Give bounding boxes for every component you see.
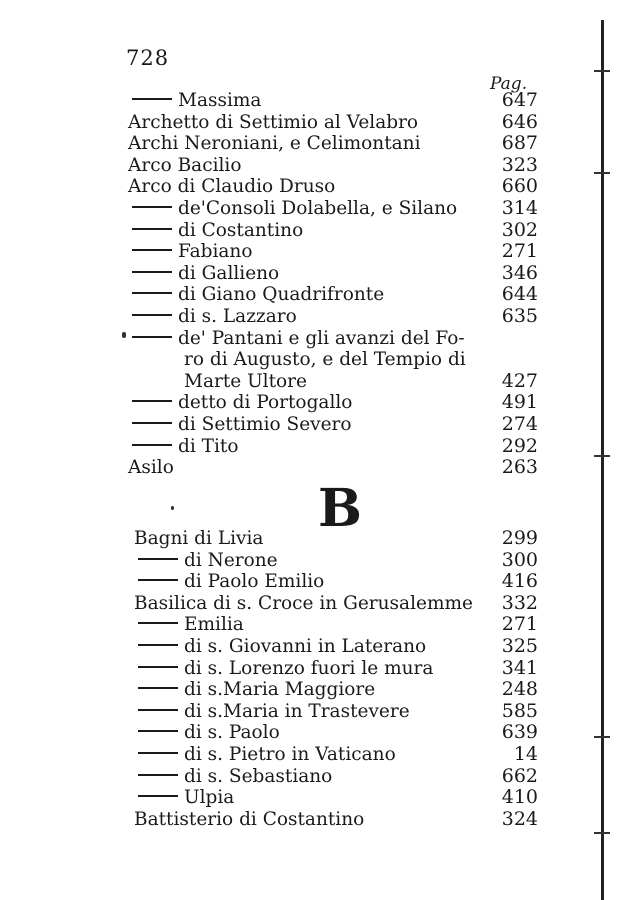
entry-label — [132, 198, 457, 220]
entry-label — [132, 90, 261, 112]
ditto-dash — [132, 400, 172, 402]
entry-label — [128, 457, 174, 479]
index-entry — [128, 112, 548, 134]
entry-page-number: 14 — [513, 742, 538, 765]
entry-label — [138, 701, 410, 723]
ditto-dash — [132, 249, 172, 251]
entry-text: de'Consoli Dolabella, e Silano — [178, 197, 458, 219]
ink-spot — [122, 332, 126, 338]
entry-label — [138, 744, 396, 766]
entry-text: di s. Lorenzo fuori le mura — [184, 657, 434, 679]
entry-label — [138, 679, 375, 701]
binding-mark — [594, 455, 610, 457]
ink-spot — [171, 506, 174, 510]
entry-text: di s. Lazzaro — [178, 305, 297, 327]
entry-text: di Tito — [178, 435, 239, 457]
entry-text: di s. Paolo — [184, 722, 280, 744]
entry-page-number: 647 — [501, 89, 538, 111]
index-entry — [128, 328, 548, 350]
index-entry — [134, 614, 548, 636]
binding-mark — [594, 736, 610, 738]
entry-label — [134, 593, 473, 615]
entry-label — [132, 241, 252, 263]
entry-text: di Settimio Severo — [178, 413, 352, 435]
entry-label — [132, 220, 303, 242]
binding-mark — [594, 832, 610, 834]
index-entries-b — [134, 528, 548, 830]
entry-text: Arco di Claudio Druso — [128, 176, 336, 198]
entry-page-number: 491 — [501, 391, 538, 414]
index-entry — [134, 766, 548, 788]
index-entry — [128, 198, 548, 220]
entry-page-number: 299 — [501, 527, 538, 549]
entry-label — [138, 658, 433, 680]
entry-page-number: 300 — [501, 548, 538, 571]
entry-page-number: 687 — [501, 132, 538, 155]
index-entries-a — [128, 90, 548, 479]
entry-page-number: 274 — [501, 412, 538, 435]
entry-label — [132, 414, 352, 436]
index-entry — [128, 133, 548, 155]
entry-page-number: 410 — [501, 786, 538, 809]
entry-text: Ulpia — [184, 787, 235, 809]
entry-text: di s.Maria in Trastevere — [184, 700, 410, 722]
ditto-dash — [138, 666, 178, 668]
ditto-dash — [138, 687, 178, 689]
entry-label — [134, 528, 263, 550]
entry-label — [128, 176, 335, 198]
entry-page-number: 292 — [501, 434, 538, 457]
index-entry — [128, 371, 548, 393]
entry-text: ro di Augusto, e del Tempio di — [184, 349, 466, 371]
entry-page-number: 644 — [501, 283, 538, 306]
ditto-dash — [138, 644, 178, 646]
entry-page-number: 416 — [501, 570, 538, 593]
index-entry — [134, 787, 548, 809]
entry-label — [134, 809, 364, 831]
entry-page-number: 324 — [501, 807, 538, 830]
entry-page-number: 263 — [501, 456, 538, 479]
index-entry — [128, 155, 548, 177]
entry-page-number: 639 — [501, 721, 538, 744]
ditto-dash — [132, 444, 172, 446]
index-entry — [128, 284, 548, 306]
pag-column-header: Pag. — [490, 74, 528, 94]
index-entry — [134, 658, 548, 680]
entry-label — [128, 155, 241, 177]
entry-text: Basilica di s. Croce in Gerusalemme — [134, 592, 473, 614]
entry-text: di s. Giovanni in Laterano — [184, 635, 427, 657]
entry-label — [132, 392, 352, 414]
entry-page-number: 662 — [501, 764, 538, 787]
entry-label — [128, 112, 418, 134]
entry-page-number: 585 — [501, 699, 538, 722]
entry-text: di Giano Quadrifronte — [178, 284, 385, 306]
entry-text: detto di Portogallo — [178, 392, 353, 414]
ditto-dash — [132, 422, 172, 424]
entry-page-number: 302 — [501, 218, 538, 241]
page-number: 728 — [126, 46, 170, 70]
index-entry — [134, 679, 548, 701]
index-entry — [128, 349, 548, 371]
ditto-dash — [132, 228, 172, 230]
index-entry — [134, 809, 548, 831]
entry-text: di Costantino — [178, 219, 304, 241]
index-entry — [128, 306, 548, 328]
ditto-dash — [132, 336, 172, 338]
index-entry — [128, 436, 548, 458]
entry-text: Asilo — [128, 457, 174, 479]
entry-label — [138, 550, 278, 572]
entry-label — [184, 349, 466, 371]
index-entry — [134, 744, 548, 766]
entry-page-number: 660 — [501, 175, 538, 198]
entry-text: Battisterio di Costantino — [134, 808, 365, 830]
index-entry — [128, 241, 548, 263]
entry-label — [132, 328, 465, 350]
entry-text: Archetto di Settimio al Velabro — [128, 111, 419, 133]
entry-page-number: 346 — [501, 261, 538, 284]
entry-page-number: 332 — [501, 591, 538, 614]
entry-text: Bagni di Livia — [134, 528, 264, 549]
ditto-dash — [132, 292, 172, 294]
entry-page-number: 314 — [501, 196, 538, 219]
section-letter: B — [318, 478, 362, 539]
ditto-dash — [138, 579, 178, 581]
entry-text: Arco Bacilio — [128, 154, 242, 176]
index-entry — [134, 701, 548, 723]
entry-label — [132, 284, 384, 306]
ditto-dash — [132, 271, 172, 273]
index-entry — [128, 263, 548, 285]
ditto-dash — [132, 206, 172, 208]
entry-text: Marte Ultore — [184, 370, 307, 392]
ditto-dash — [138, 709, 178, 711]
entry-label — [138, 787, 234, 809]
ditto-dash — [132, 314, 172, 316]
index-entry — [128, 176, 548, 198]
index-entry — [134, 550, 548, 572]
entry-text: di s.Maria Maggiore — [184, 679, 376, 701]
ditto-dash — [132, 98, 172, 100]
binding-mark — [594, 70, 610, 72]
index-entry — [128, 90, 548, 112]
ditto-dash — [138, 558, 178, 560]
ditto-dash — [138, 730, 178, 732]
index-entry — [134, 571, 548, 593]
entry-text: di Paolo Emilio — [184, 571, 325, 593]
entry-text: Massima — [178, 90, 262, 111]
entry-page-number: 248 — [501, 678, 538, 701]
index-entry — [128, 457, 548, 479]
ditto-dash — [138, 774, 178, 776]
entry-label — [138, 722, 280, 744]
entry-text: de' Pantani e gli avanzi del Fo- — [178, 327, 465, 349]
entry-label — [132, 436, 238, 458]
entry-page-number: 271 — [501, 613, 538, 636]
entry-page-number: 635 — [501, 304, 538, 327]
index-entry — [128, 414, 548, 436]
entry-text: di s. Pietro in Vaticano — [184, 743, 396, 765]
index-entry — [134, 593, 548, 615]
entry-page-number: 271 — [501, 240, 538, 263]
index-entry — [134, 722, 548, 744]
entry-label — [138, 571, 324, 593]
entry-page-number: 323 — [501, 153, 538, 176]
binding-edge — [601, 20, 604, 900]
entry-page-number: 341 — [501, 656, 538, 679]
entry-page-number: 427 — [501, 369, 538, 392]
entry-text: Archi Neroniani, e Celimontani — [128, 133, 421, 155]
entry-label — [138, 766, 332, 788]
entry-text: di s. Sebastiano — [184, 765, 333, 787]
ditto-dash — [138, 622, 178, 624]
entry-page-number: 646 — [501, 110, 538, 133]
entry-label — [132, 306, 297, 328]
entry-label — [138, 636, 426, 658]
entry-label — [138, 614, 244, 636]
ditto-dash — [138, 752, 178, 754]
ditto-dash — [138, 795, 178, 797]
binding-mark — [594, 172, 610, 174]
entry-page-number: 325 — [501, 634, 538, 657]
entry-label — [128, 133, 421, 155]
entry-text: Fabiano — [178, 241, 253, 263]
index-entry — [134, 528, 548, 550]
entry-label — [132, 263, 279, 285]
index-entry — [134, 636, 548, 658]
entry-text: di Nerone — [184, 549, 278, 571]
index-entry — [128, 220, 548, 242]
entry-text: Emilia — [184, 614, 244, 636]
entry-label — [184, 371, 307, 393]
entry-text: di Gallieno — [178, 262, 280, 284]
index-entry — [128, 392, 548, 414]
